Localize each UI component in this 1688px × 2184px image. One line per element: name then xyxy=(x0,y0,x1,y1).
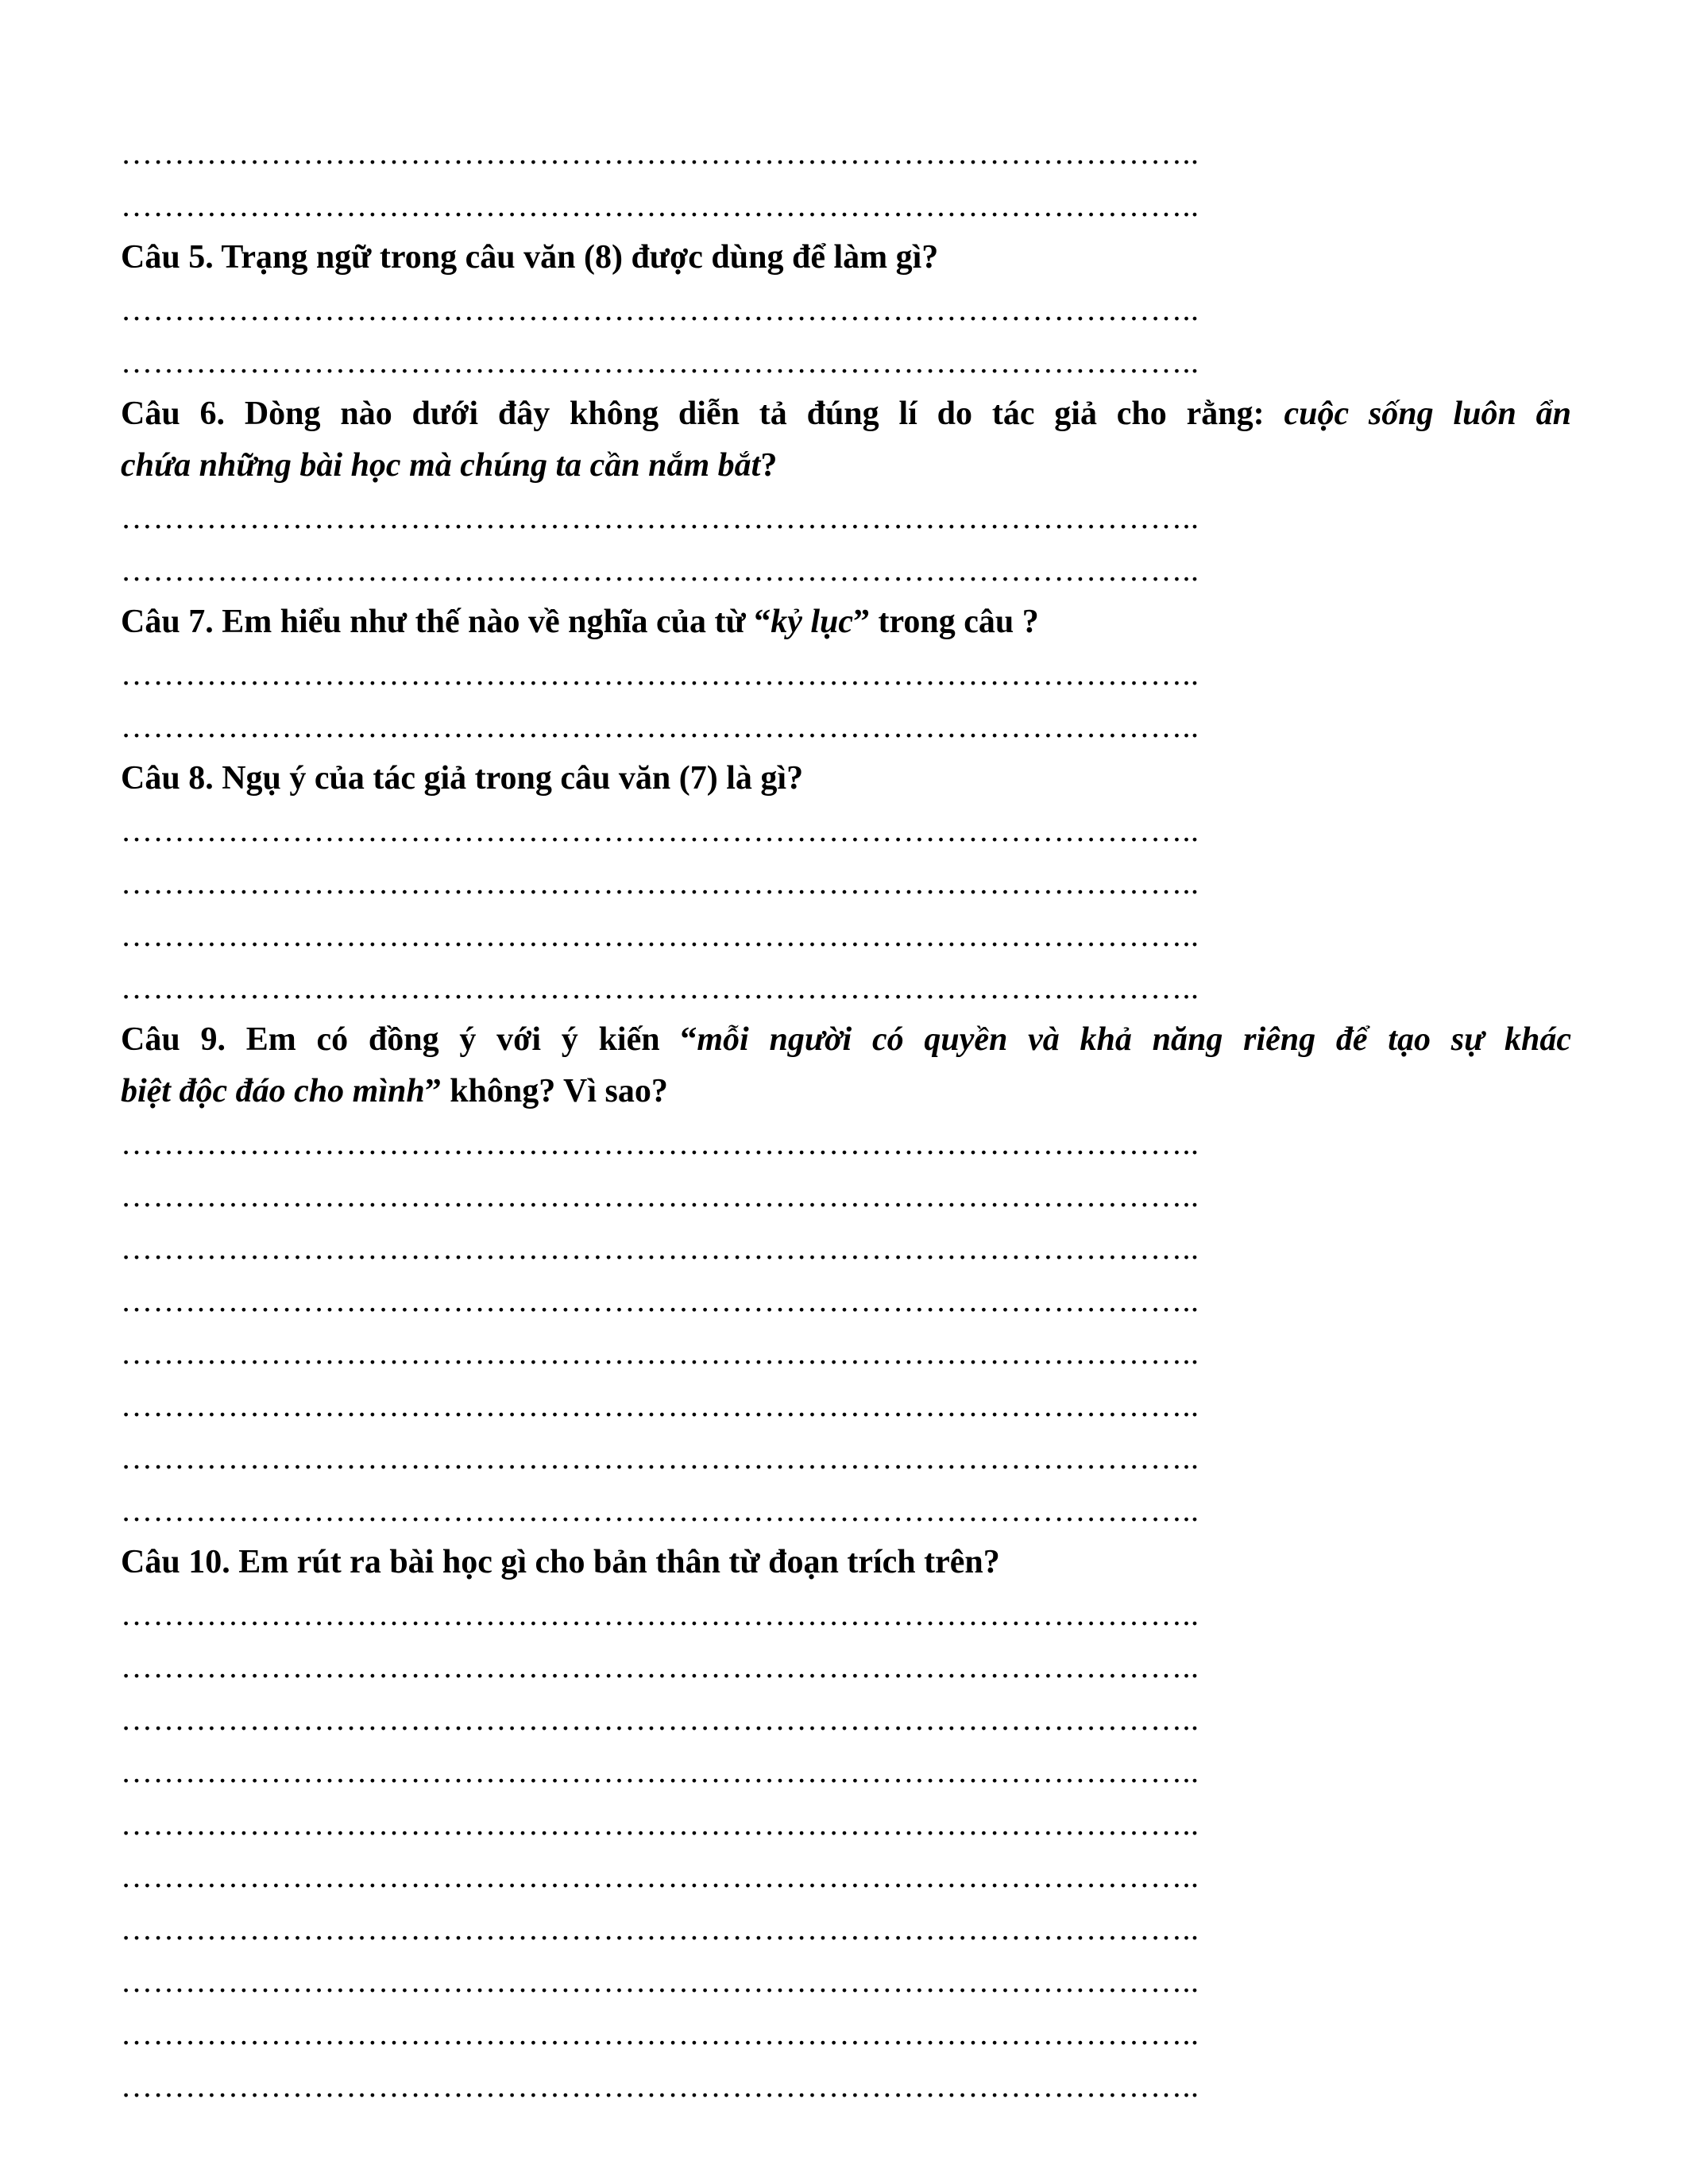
question-italic-text: biệt độc đáo cho mình xyxy=(121,1073,425,1109)
answer-dotted-line: ……………………………………………………………………………………….. xyxy=(121,1806,1199,1842)
answer-dotted-line: ……………………………………………………………………………………….. xyxy=(121,135,1199,171)
answer-dotted-line: ……………………………………………………………………………………….. xyxy=(121,1230,1199,1266)
question-text: Câu 5. Trạng ngữ trong câu văn (8) được dùng để làm gì? xyxy=(121,239,939,276)
question-text: Câu 8. Ngụ ý của tác giả trong câu văn (7) là gì? xyxy=(121,760,804,797)
question-text: ” trong câu ? xyxy=(853,604,1039,640)
answer-dotted-line: ……………………………………………………………………………………….. xyxy=(121,1963,1199,1999)
question-q10 xyxy=(121,1537,1571,1588)
question-q8 xyxy=(121,753,1571,805)
answer-dotted-line: ……………………………………………………………………………………….. xyxy=(121,291,1199,327)
answer-dotted-line: ……………………………………………………………………………………….. xyxy=(121,2068,1199,2104)
answer-dotted-line: ……………………………………………………………………………………….. xyxy=(121,1649,1199,1684)
answer-dotted-line: ……………………………………………………………………………………….. xyxy=(121,970,1199,1005)
answer-dotted-line: ……………………………………………………………………………………….. xyxy=(121,1492,1199,1528)
worksheet-page xyxy=(121,127,1571,2113)
question-q6 xyxy=(121,388,1571,492)
answer-dotted-line: ……………………………………………………………………………………….. xyxy=(121,344,1199,380)
question-line xyxy=(121,388,1571,440)
question-italic-text: kỷ lục xyxy=(771,604,854,640)
answer-dotted-line: ……………………………………………………………………………………….. xyxy=(121,552,1199,588)
question-q9 xyxy=(121,1014,1571,1117)
question-line xyxy=(121,440,1571,492)
question-q5 xyxy=(121,232,1571,284)
answer-dotted-line: ……………………………………………………………………………………….. xyxy=(121,812,1199,848)
answer-dotted-line: ……………………………………………………………………………………….. xyxy=(121,1754,1199,1789)
answer-dotted-line: ……………………………………………………………………………………….. xyxy=(121,1125,1199,1161)
question-text: Câu 6. Dòng nào dưới đây không diễn tả đúng lí do tác giả cho rằng: xyxy=(121,396,1284,432)
answer-dotted-line: ……………………………………………………………………………………….. xyxy=(121,1335,1199,1371)
answer-dotted-line: ……………………………………………………………………………………….. xyxy=(121,656,1199,692)
answer-dotted-line: ……………………………………………………………………………………….. xyxy=(121,865,1199,901)
question-line xyxy=(121,1066,1571,1117)
answer-dotted-line: ……………………………………………………………………………………….. xyxy=(121,1178,1199,1214)
answer-dotted-line: ……………………………………………………………………………………….. xyxy=(121,1596,1199,1632)
question-line xyxy=(121,1014,1571,1066)
answer-dotted-line: ……………………………………………………………………………………….. xyxy=(121,500,1199,535)
answer-dotted-line: ……………………………………………………………………………………….. xyxy=(121,2016,1199,2051)
question-text: Câu 7. Em hiểu như thế nào về nghĩa của từ “ xyxy=(121,604,771,640)
question-italic-text: cuộc sống luôn ẩn xyxy=(1284,396,1572,432)
question-q7 xyxy=(121,596,1571,648)
answer-dotted-line: ……………………………………………………………………………………….. xyxy=(121,187,1199,223)
question-italic-text: chứa những bài học mà chúng ta cần nắm bắt xyxy=(121,447,761,484)
answer-dotted-line: ……………………………………………………………………………………….. xyxy=(121,1387,1199,1423)
answer-dotted-line: ……………………………………………………………………………………….. xyxy=(121,1440,1199,1476)
question-text: ” không? Vì sao? xyxy=(424,1073,668,1109)
answer-dotted-line: ……………………………………………………………………………………….. xyxy=(121,1701,1199,1737)
question-italic-text: mỗi người có quyền và khả năng riêng để tạo sự khác xyxy=(697,1021,1571,1058)
answer-dotted-line: ……………………………………………………………………………………….. xyxy=(121,1283,1199,1318)
question-text: Câu 9. Em có đồng ý với ý kiến “ xyxy=(121,1021,697,1058)
answer-dotted-line: ……………………………………………………………………………………….. xyxy=(121,708,1199,744)
answer-dotted-line: ……………………………………………………………………………………….. xyxy=(121,917,1199,953)
question-text: ? xyxy=(760,447,778,484)
question-text: Câu 10. Em rút ra bài học gì cho bản thân từ đoạn trích trên? xyxy=(121,1544,1000,1580)
answer-dotted-line: ……………………………………………………………………………………….. xyxy=(121,1858,1199,1894)
answer-dotted-line: ……………………………………………………………………………………….. xyxy=(121,1911,1199,1947)
